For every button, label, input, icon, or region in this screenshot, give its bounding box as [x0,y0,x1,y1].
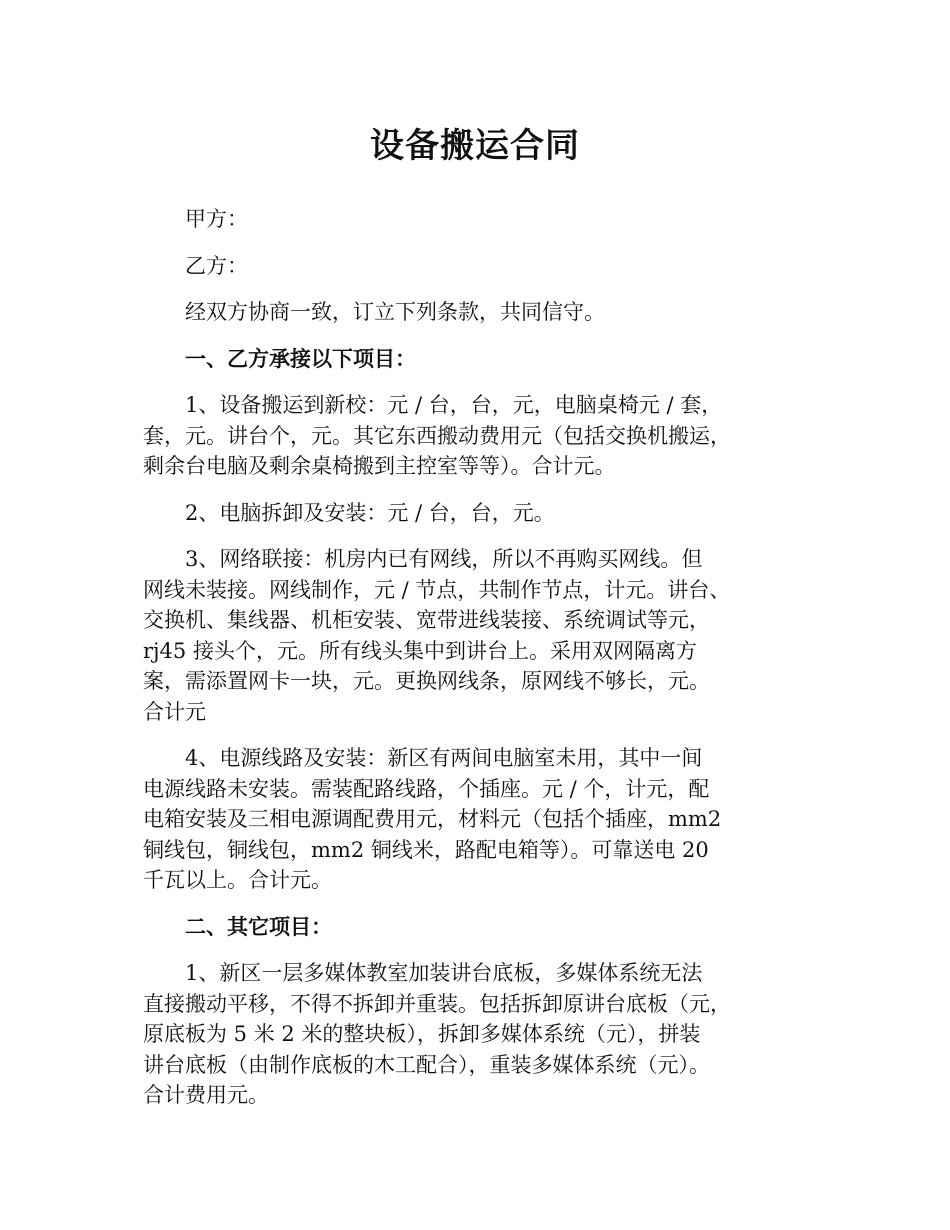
item-1-paragraph [143,390,831,482]
item-4-line: 铜线包，铜线包，mm2 铜线米，路配电箱等）。可靠送电 20 [143,837,709,862]
other-item-1-line: 讲台底板（由制作底板的木工配合），重装多媒体系统（元）。 [143,1052,710,1077]
item-3-line: 合计元 [143,699,206,724]
item-1-line: 套，元。讲台个，元。其它东西搬动费用元（包括交换机搬运， [143,423,731,448]
document-body [143,204,831,1127]
item-3-line: rj45 接头个，元。所有线头集中到讲台上。采用双网隔离方 [143,638,697,663]
document-title: 设备搬运合同 [370,126,580,166]
item-4-line: 千瓦以上。合计元。 [143,868,332,892]
party-b-line: 乙方： [185,253,248,278]
other-item-1-line: 直接搬动平移，不得不拆卸并重装。包括拆卸原讲台底板（元， [143,991,731,1016]
item-3-line: 案，需添置网卡一块，元。更换网线条，原网线不够长，元。 [143,669,710,693]
item-3-line: 网线未装接。网线制作，元 / 节点，共制作节点，计元。讲台、 [143,577,731,602]
other-item-1-line: 1、新区一层多媒体教室加装讲台底板，多媒体系统无法 [185,961,703,985]
item-4-line: 电源线路未安装。需装配路线路，个插座。元 / 个，计元，配 [143,776,710,801]
preamble-paragraph: 经双方协商一致，订立下列条款，共同信守。 [185,300,605,324]
item-3-line: 3、网络联接：机房内已有网线，所以不再购买网线。但 [185,547,703,571]
item-3-paragraph [143,544,831,727]
item-2-paragraph: 2、电脑拆卸及安装：元 / 台，台，元。 [185,500,555,525]
item-1-line: 剩余台电脑及剩余桌椅搬到主控室等等）。合计元。 [143,454,616,478]
item-3-line: 交换机、集线器、机柜安装、宽带进线装接、系统调试等元， [143,608,710,632]
item-4-paragraph [143,743,831,896]
item-4-line: 4、电源线路及安装：新区有两间电脑室未用，其中一间 [185,746,703,770]
other-item-1-paragraph [143,958,831,1111]
party-a-line: 甲方： [185,207,248,231]
section-2-heading: 二、其它项目： [185,914,332,939]
other-item-1-line: 合计费用元。 [143,1083,269,1107]
other-item-1-line: 原底板为 5 米 2 米的整块板），拆卸多媒体系统（元），拼装 [143,1022,701,1046]
section-1-heading: 一、乙方承接以下项目： [185,346,416,371]
item-4-line: 电箱安装及三相电源调配费用元，材料元（包括个插座，mm2 [143,807,722,831]
item-1-line: 1、设备搬运到新校：元 / 台，台，元，电脑桌椅元 / 套， [185,393,723,417]
